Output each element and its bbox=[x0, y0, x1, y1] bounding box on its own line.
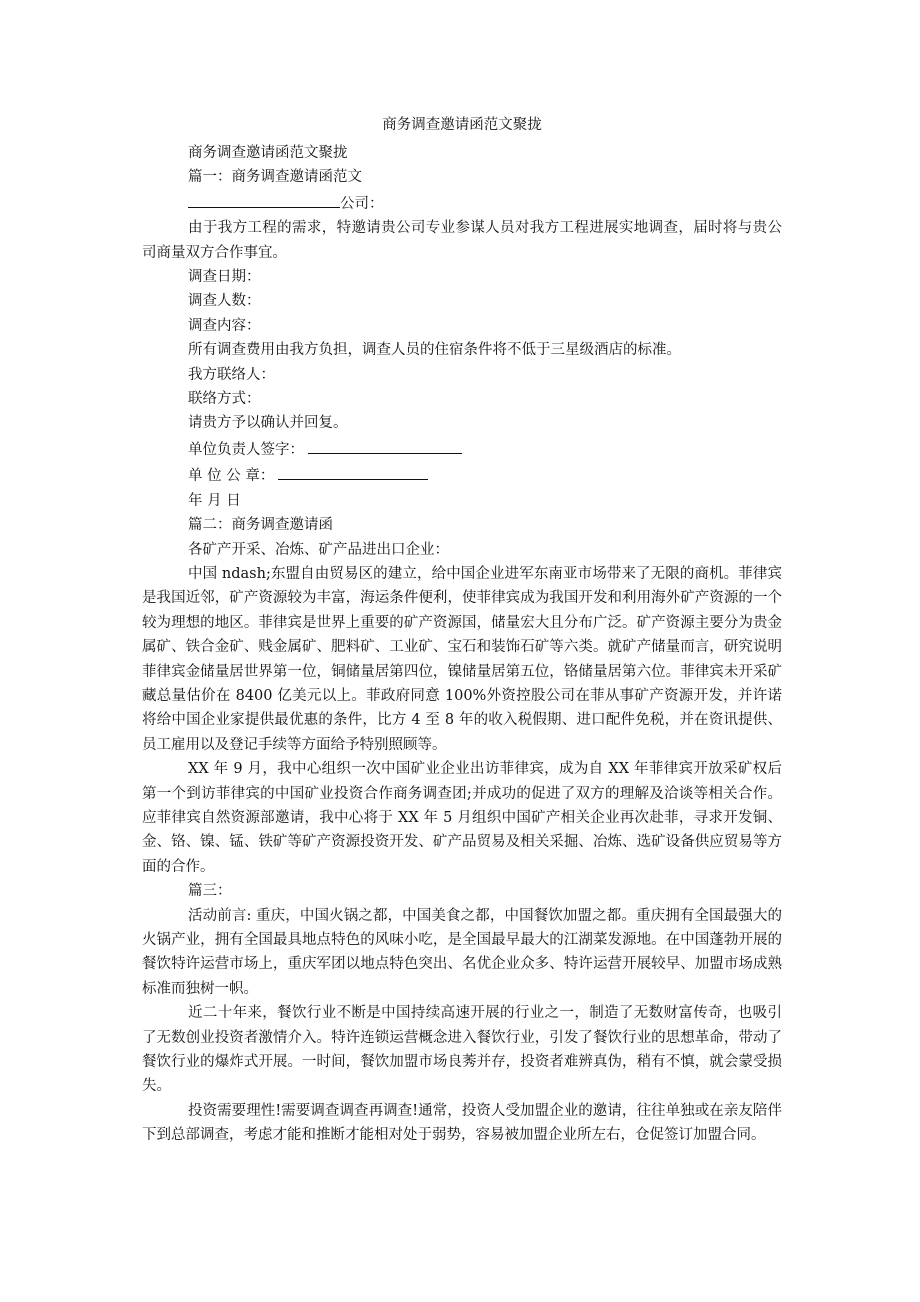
method-label: 联络方式： bbox=[188, 391, 261, 408]
seal-blank bbox=[278, 462, 428, 480]
part3-paragraph-1: 活动前言: 重庆，中国火锅之都，中国美食之都，中国餐饮加盟之都。重庆拥有全国最强大的火锅产业，拥有全国最具地点特色的风味小吃，是全国最早最大的江湖菜发源地。在中国蓬勃开展的餐饮特许运营市场上，重庆军团以地点特色突出、名优企业众多、特许运营开展较早、加盟市场成熟标准而独树一帜。 bbox=[142, 907, 782, 997]
part1-heading: 篇一：商务调查邀请函范文 bbox=[188, 169, 362, 186]
part3-heading: 篇三： bbox=[188, 883, 232, 900]
part2-salutation: 各矿产开采、冶炼、矿产品进出口企业： bbox=[188, 541, 449, 558]
sign-blank bbox=[308, 436, 462, 454]
content-label: 调查内容： bbox=[188, 317, 261, 334]
part2-heading: 篇二：商务调查邀请函 bbox=[188, 517, 333, 534]
sign-line bbox=[142, 436, 782, 462]
date-label: 调查日期： bbox=[188, 269, 261, 286]
part3-paragraph-3: 投资需要理性!需要调查调查再调查!通常，投资人受加盟企业的邀请，往往单独或在亲友陪伴下到总部调查，考虑才能和推断才能相对处于弱势，容易被加盟企业所左右，仓促签订加盟合同。 bbox=[142, 1102, 782, 1144]
part2-paragraph-1: 中国 ndash;东盟自由贸易区的建立，给中国企业进军东南亚市场带来了无限的商机。菲律宾是我国近邻，矿产资源较为丰富，海运条件便利，使菲律宾成为我国开发和利用海外矿产资源的一个较为理想的地区。菲律宾是世界上重要的矿产资源国，储量宏大且分布广泛。矿产资源主要分为贵金属矿、铁合金矿、贱金属矿、肥料矿、工业矿、宝石和装饰石矿等六类。就矿产储量而言，研究说明菲律宾金储量居世界第一位，铜储量居第四位，镍储量居第五位，铬储量居第六位。菲律宾未开采矿藏总量估价在 8400 亿美元以上。菲政府同意 100%外资控股公司在菲从事矿产资源开发，并许诺将给中国企业家提供最优惠的条件，比方 4 至 8 年的收入税假期、进口配件免税，并在资讯提供、员工雇用以及登记手续等方面给予特别照顾等。 bbox=[142, 565, 782, 753]
seal-label: 单 位 公 章： bbox=[188, 468, 275, 485]
document-subtitle: 商务调查邀请函范文聚拢 bbox=[188, 145, 348, 161]
part2-paragraph-2: XX 年 9 月，我中心组织一次中国矿业企业出访菲律宾，成为自 XX 年菲律宾开放采矿权后第一个到访菲律宾的中国矿业投资合作商务调查团;并成功的促进了双方的理解及洽谈等相关合作。应菲律宾自然资源部邀请，我中心将于 XX 年 5 月组织中国矿产相关企业再次赴菲，寻求开发铜、金、铬、镍、锰、铁矿等矿产资源投资开发、矿产品贸易及相关采掘、冶炼、选矿设备供应贸易等方面的合作。 bbox=[142, 761, 782, 875]
company-line bbox=[142, 190, 782, 216]
confirm-text: 请贵方予以确认并回复。 bbox=[188, 415, 348, 432]
contact-label: 我方联络人： bbox=[188, 366, 275, 383]
document-page bbox=[142, 113, 782, 1148]
document-title: 商务调查邀请函范文聚拢 bbox=[382, 117, 542, 133]
part1-body: 由于我方工程的需求，特邀请贵公司专业参谋人员对我方工程进展实地调查，届时将与贵公司商量双方合作事宜。 bbox=[142, 220, 782, 261]
date-line: 年 月 日 bbox=[188, 492, 241, 509]
seal-line bbox=[142, 462, 782, 488]
expense-text: 所有调查费用由我方负担，调查人员的住宿条件将不低于三星级酒店的标准。 bbox=[188, 342, 681, 359]
company-suffix: 公司： bbox=[340, 195, 384, 212]
part3-paragraph-2: 近二十年来，餐饮行业不断是中国持续高速开展的行业之一，制造了无数财富传奇，也吸引了无数创业投资者激情介入。特许连锁运营概念进入餐饮行业，引发了餐饮行业的思想革命，带动了餐饮行业的爆炸式开展。一时间，餐饮加盟市场良莠并存，投资者难辨真伪，稍有不慎，就会蒙受损失。 bbox=[142, 1005, 782, 1095]
count-label: 调查人数： bbox=[188, 293, 261, 310]
company-blank bbox=[188, 190, 340, 208]
sign-label: 单位负责人签字： bbox=[188, 441, 304, 458]
